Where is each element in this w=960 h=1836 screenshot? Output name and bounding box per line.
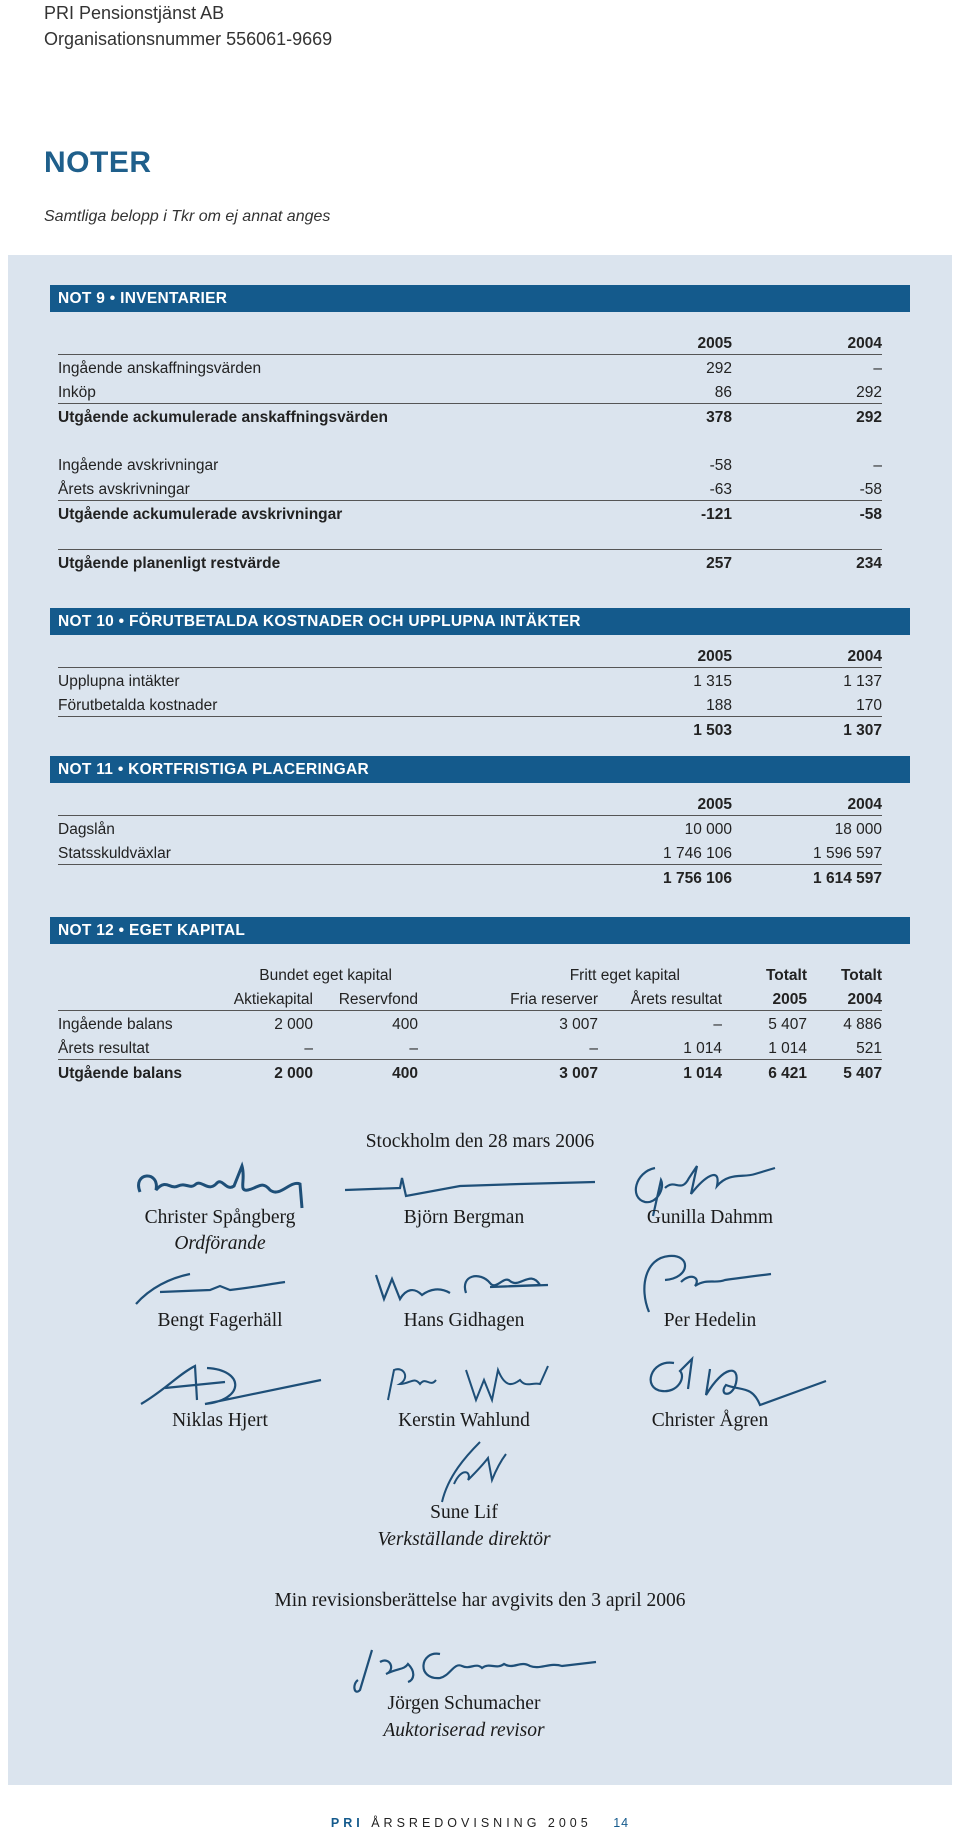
row-label: Utgående ackumulerade avskrivningar <box>58 501 558 526</box>
table-row <box>58 1035 882 1060</box>
signer-name: Hans Gidhagen <box>403 1310 525 1331</box>
cell: 1 614 597 <box>732 865 882 890</box>
cell: 188 <box>706 697 732 714</box>
col-header: 2005 <box>697 796 732 813</box>
cell: 1 315 <box>558 668 732 693</box>
table-total-row <box>58 865 882 890</box>
note11-heading: NOT 11 • KORTFRISTIGA PLACERINGAR <box>50 756 910 783</box>
row-label: Förutbetalda kostnader <box>58 697 218 714</box>
org-number: Organisationsnummer 556061-9669 <box>44 29 333 49</box>
signer-role: Ordförande <box>174 1233 266 1254</box>
cell: 86 <box>714 384 732 401</box>
page-number: 14 <box>613 1816 630 1830</box>
signature-bengt-fagerhall <box>130 1268 290 1308</box>
place-date: Stockholm den 28 mars 2006 <box>365 1131 595 1152</box>
group-header: Bundet eget kapital <box>259 967 392 984</box>
signature-jorgen-schumacher <box>350 1640 600 1700</box>
cell: -58 <box>859 481 882 498</box>
cell: 2 000 <box>208 1011 313 1036</box>
group-header: Fritt eget kapital <box>569 967 680 984</box>
cell: 257 <box>558 550 732 575</box>
col-header: Årets resultat <box>630 991 722 1008</box>
col-header: 2004 <box>847 648 882 665</box>
row-label: Utgående ackumulerade anskaffningsvärden <box>58 404 558 429</box>
table-row <box>58 840 882 865</box>
col-header: 2004 <box>847 796 882 813</box>
row-label: Årets resultat <box>58 1040 150 1057</box>
table-row <box>58 355 882 380</box>
signer-name: Niklas Hjert <box>172 1410 268 1431</box>
signer-name: Christer Ågren <box>651 1410 769 1431</box>
company-name: PRI Pensionstjänst AB <box>44 3 225 23</box>
cell: 1 756 106 <box>558 865 732 890</box>
table-row <box>58 1060 882 1085</box>
cell: – <box>304 1040 313 1057</box>
row-label: Ingående balans <box>58 1011 208 1036</box>
col-header: 2004 <box>847 335 882 352</box>
cell: 5 407 <box>722 1011 807 1036</box>
row-label: Ingående avskrivningar <box>58 457 219 474</box>
cell: – <box>409 1040 418 1057</box>
signer-name: Kerstin Wahlund <box>398 1410 530 1431</box>
row-label: Utgående planenligt restvärde <box>58 550 558 575</box>
table-header-row <box>58 791 882 816</box>
cell: – <box>732 355 882 380</box>
table-header-row <box>58 643 882 668</box>
cell: 1 014 <box>768 1040 807 1057</box>
cell: 292 <box>732 404 882 429</box>
col-header: 2004 <box>847 991 882 1008</box>
auditor-role: Auktoriserad revisor <box>383 1720 545 1741</box>
cell: – <box>873 457 882 474</box>
row-label: Statsskuldväxlar <box>58 845 171 862</box>
auditor-name: Jörgen Schumacher <box>387 1693 541 1714</box>
signature-per-hedelin <box>635 1248 775 1318</box>
page-footer <box>0 1816 960 1830</box>
cell: 3 007 <box>418 1060 598 1085</box>
signature-christer-spangberg <box>130 1160 310 1210</box>
cell: 400 <box>313 1060 418 1085</box>
cell: – <box>589 1040 598 1057</box>
row-label: Inköp <box>58 384 96 401</box>
cell: 1 137 <box>732 668 882 693</box>
cell: 10 000 <box>558 816 732 841</box>
row-label: Ingående anskaffningsvärden <box>58 355 558 380</box>
signer-name: Sune Lif <box>430 1502 498 1523</box>
cell: 1 014 <box>683 1040 722 1057</box>
cell: 400 <box>313 1011 418 1036</box>
cell: 292 <box>856 384 882 401</box>
cell: -63 <box>709 481 732 498</box>
cell: -58 <box>732 501 882 526</box>
cell: -121 <box>558 501 732 526</box>
cell: 1 307 <box>732 717 882 742</box>
col-header: Aktiekapital <box>233 991 313 1008</box>
page-title: NOTER <box>44 146 152 179</box>
cell: 1 746 106 <box>663 845 732 862</box>
note11-table <box>58 791 882 889</box>
footer-text: ÅRSREDOVISNING 2005 <box>371 1816 592 1830</box>
cell: 3 007 <box>418 1011 598 1036</box>
table-row <box>58 452 882 476</box>
cell: 1 014 <box>598 1060 722 1085</box>
table-row <box>58 476 882 501</box>
company-header <box>44 0 332 52</box>
signer-role: Verkställande direktör <box>377 1529 551 1550</box>
cell: 170 <box>856 697 882 714</box>
cell: 18 000 <box>732 816 882 841</box>
table-row <box>58 404 882 429</box>
cell: 1 596 597 <box>813 845 882 862</box>
cell: – <box>598 1011 722 1036</box>
note9-table <box>58 330 882 574</box>
col-header: 2005 <box>772 991 807 1008</box>
cell: 1 503 <box>558 717 732 742</box>
cell: 521 <box>856 1040 882 1057</box>
col-header: Fria reserver <box>510 991 598 1008</box>
signer-name: Björn Bergman <box>403 1207 525 1228</box>
cell: 5 407 <box>807 1060 882 1085</box>
row-label: Dagslån <box>58 816 558 841</box>
signer-name: Per Hedelin <box>663 1310 757 1331</box>
note12-heading: NOT 12 • EGET KAPITAL <box>50 917 910 944</box>
signer-name: Bengt Fagerhäll <box>157 1310 283 1331</box>
table-row <box>58 1011 882 1036</box>
signer-name: Gunilla Dahmm <box>646 1207 774 1228</box>
audit-statement: Min revisionsberättelse har avgivits den 3 april 2006 <box>274 1590 686 1611</box>
note10-table <box>58 643 882 741</box>
col-header: 2005 <box>697 648 732 665</box>
table-header-row <box>58 986 882 1011</box>
table-total-row <box>58 717 882 742</box>
cell: 292 <box>558 355 732 380</box>
table-row <box>58 550 882 575</box>
table-row <box>58 379 882 404</box>
col-header: Totalt <box>765 967 807 984</box>
table-row <box>58 816 882 841</box>
row-label: Utgående balans <box>58 1060 208 1085</box>
table-row <box>58 692 882 717</box>
cell: 234 <box>732 550 882 575</box>
signature-bjorn-bergman <box>340 1172 600 1202</box>
signature-kerstin-wahlund <box>380 1360 560 1410</box>
table-row <box>58 501 882 526</box>
col-header: Reservfond <box>338 991 418 1008</box>
table-group-row <box>58 962 882 986</box>
cell: 2 000 <box>208 1060 313 1085</box>
note12-table <box>58 962 882 1084</box>
note10-heading: NOT 10 • FÖRUTBETALDA KOSTNADER OCH UPPLUPNA INTÄKTER <box>50 608 910 635</box>
row-label: Årets avskrivningar <box>58 481 190 498</box>
table-row <box>58 668 882 693</box>
note9-heading: NOT 9 • INVENTARIER <box>50 285 910 312</box>
footer-brand: PRI <box>330 1816 364 1830</box>
signature-hans-gidhagen <box>370 1265 550 1309</box>
cell: 6 421 <box>722 1060 807 1085</box>
cell: -58 <box>709 457 732 474</box>
row-label: Upplupna intäkter <box>58 668 558 693</box>
signature-niklas-hjert <box>135 1360 325 1410</box>
table-header-row <box>58 330 882 355</box>
cell: 378 <box>558 404 732 429</box>
cell: 4 886 <box>807 1011 882 1036</box>
signer-name: Christer Spångberg <box>144 1207 296 1228</box>
page-subtitle: Samtliga belopp i Tkr om ej annat anges <box>44 208 331 225</box>
signature-sune-lif <box>432 1436 512 1508</box>
col-header: 2005 <box>697 335 732 352</box>
signature-christer-agren <box>640 1355 830 1411</box>
col-header: Totalt <box>840 967 882 984</box>
